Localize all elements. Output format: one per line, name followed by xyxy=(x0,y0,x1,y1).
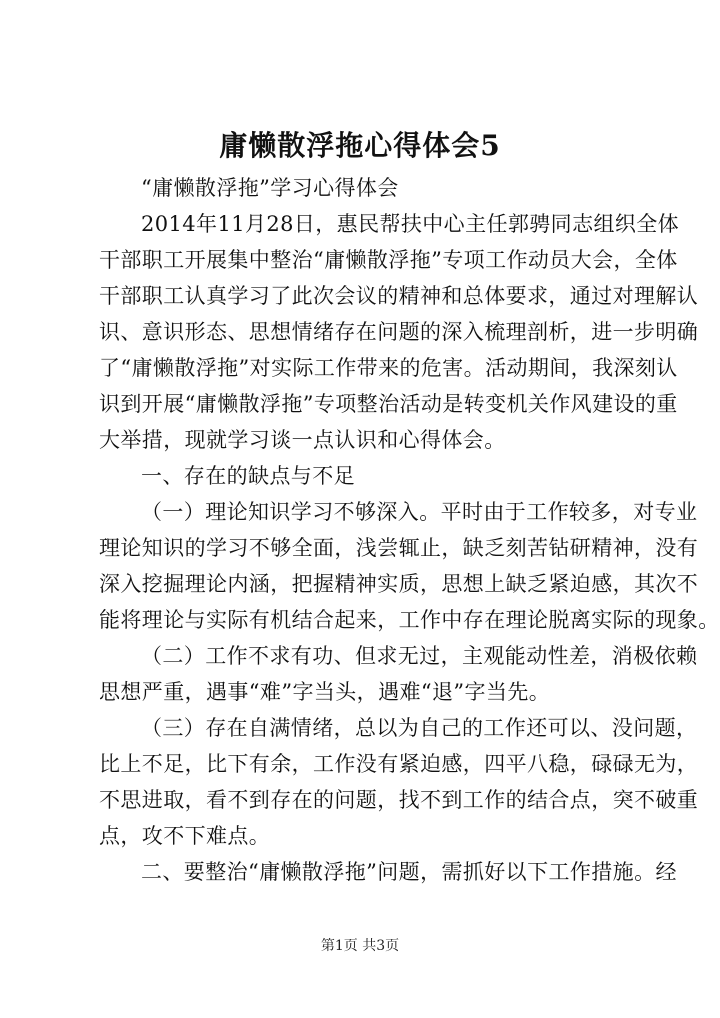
document-title: 庸懒散浮拖心得体会5 xyxy=(219,129,501,162)
text-line: 干部职工认真学习了此次会议的精神和总体要求，通过对理解认 xyxy=(99,284,699,308)
text-line: （三）存在自满情绪，总以为自己的工作还可以、没问题， xyxy=(141,716,698,740)
text-line: 比上不足，比下有余，工作没有紧迫感，四平八稳，碌碌无为， xyxy=(99,752,699,776)
text-line: 识到开展“庸懒散浮拖”专项整治活动是转变机关作风建设的重 xyxy=(99,392,678,416)
text-line: 二、要整治“庸懒散浮拖”问题，需抓好以下工作措施。经 xyxy=(141,860,677,884)
page-footer: 第1页 共3页 xyxy=(320,938,400,954)
text-line: 了“庸懒散浮拖”对实际工作带来的危害。活动期间，我深刻认 xyxy=(99,356,678,380)
text-line: （一）理论知识学习不够深入。平时由于工作较多，对专业 xyxy=(141,500,698,524)
text-line: 一、存在的缺点与不足 xyxy=(141,464,355,488)
text-line: 深入挖掘理论内涵，把握精神实质，思想上缺乏紧迫感，其次不 xyxy=(99,572,699,596)
document-body xyxy=(99,170,720,890)
text-line: 点，攻不下难点。 xyxy=(99,824,271,848)
text-line: 干部职工开展集中整治“庸懒散浮拖”专项工作动员大会，全体 xyxy=(99,248,678,272)
text-line: 识、意识形态、思想情绪存在问题的深入梳理剖析，进一步明确 xyxy=(99,320,699,344)
text-line: 理论知识的学习不够全面，浅尝辄止，缺乏刻苦钻研精神，没有 xyxy=(99,536,699,560)
text-line: 大举措，现就学习谈一点认识和心得体会。 xyxy=(99,428,506,452)
text-line: “庸懒散浮拖”学习心得体会 xyxy=(141,176,399,200)
text-line: 不思进取，看不到存在的问题，找不到工作的结合点，突不破重 xyxy=(99,788,699,812)
text-line: （二）工作不求有功、但求无过，主观能动性差，消极依赖 xyxy=(141,644,698,668)
text-line: 思想严重，遇事“难”字当头，遇难“退”字当先。 xyxy=(99,680,551,704)
text-line: 能将理论与实际有机结合起来，工作中存在理论脱离实际的现象。 xyxy=(99,608,720,632)
text-line: 2014年11月28日，惠民帮扶中心主任郭骋同志组织全体 xyxy=(141,212,680,236)
